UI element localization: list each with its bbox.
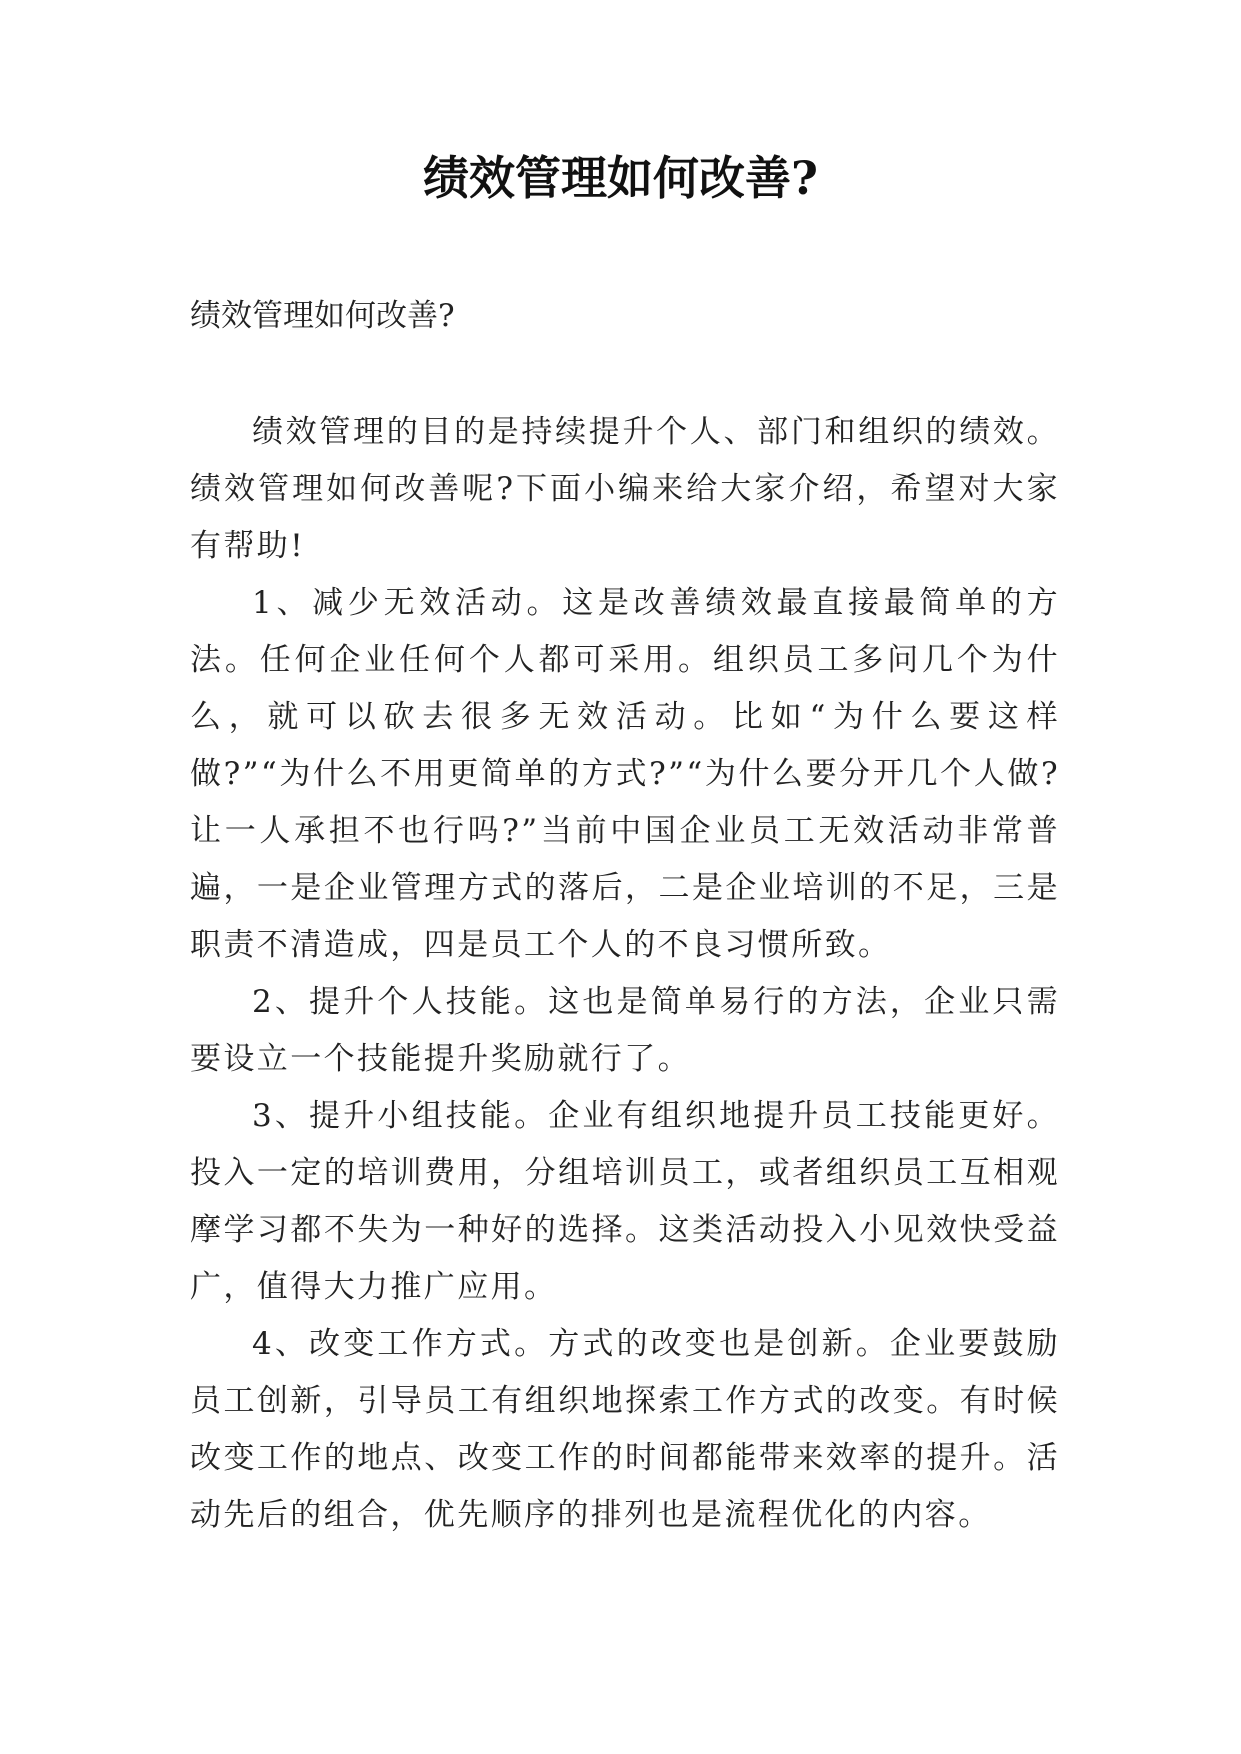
document-title: 绩效管理如何改善?: [423, 151, 818, 205]
paragraph-point-1: 1、减少无效活动。这是改善绩效最直接最简单的方法。任何企业任何个人都可采用。组织员工多问几个为什么，就可以砍去很多无效活动。比如“为什么要这样做?”“为什么不用更简单的方式?”“为什么要分开几个人做?让一人承担不也行吗?”当前中国企业员工无效活动非常普遍，一是企业管理方式的落后，二是企业培训的不足，三是职责不清造成，四是员工个人的不良习惯所致。: [190, 585, 1060, 963]
document-subtitle: 绩效管理如何改善?: [190, 298, 455, 334]
paragraph-point-3: 3、提升小组技能。企业有组织地提升员工技能更好。投入一定的培训费用，分组培训员工，或者组织员工互相观摩学习都不失为一种好的选择。这类活动投入小见效快受益广，值得大力推广应用。: [190, 1098, 1060, 1305]
paragraph-point-2: 2、提升个人技能。这也是简单易行的方法，企业只需要设立一个技能提升奖励就行了。: [190, 984, 1060, 1077]
paragraph-point-4: 4、改变工作方式。方式的改变也是创新。企业要鼓励员工创新，引导员工有组织地探索工作方式的改变。有时候改变工作的地点、改变工作的时间都能带来效率的提升。活动先后的组合，优先顺序的排列也是流程优化的内容。: [190, 1326, 1060, 1533]
paragraph-intro: 绩效管理的目的是持续提升个人、部门和组织的绩效。绩效管理如何改善呢?下面小编来给大家介绍，希望对大家有帮助!: [190, 414, 1060, 564]
document-body: [190, 404, 1060, 1544]
